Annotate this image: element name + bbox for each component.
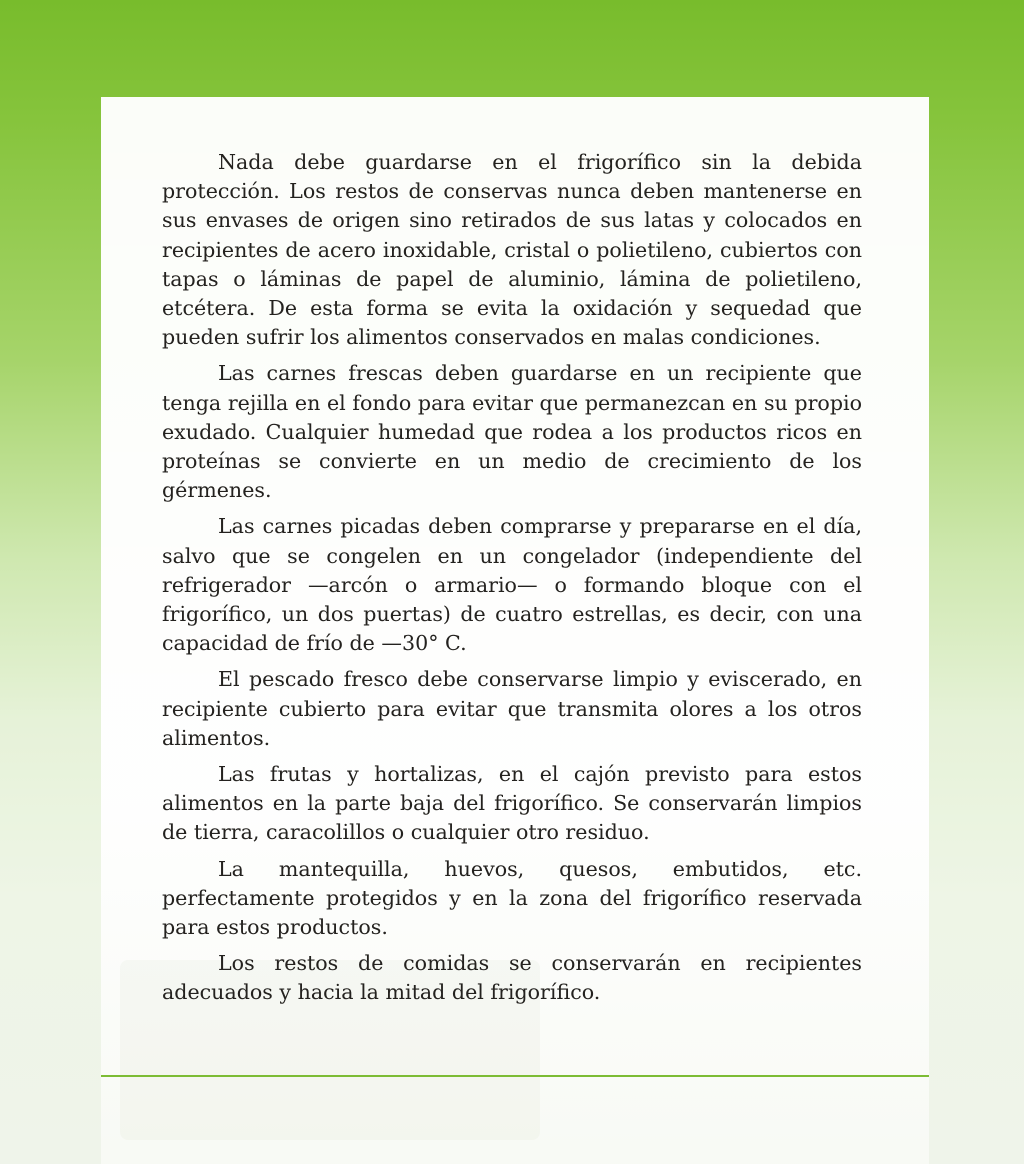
- paragraph-storage-protection: Nada debe guardarse en el frigorífico sin la debida protección. Los restos de conservas nunca deben mantenerse en sus envases de origen sino retirados de sus latas y colocados en recipientes de acero inoxidable, cristal o polietileno, cubiertos con tapas o láminas de papel de aluminio, lámina de polietileno, etcétera. De esta forma se evita la oxidación y sequedad que pueden sufrir los alimentos conservados en malas condiciones.: [162, 150, 862, 350]
- bottom-divider: [101, 1075, 929, 1077]
- paragraph-fresh-fish: El pescado fresco debe conservarse limpio y eviscerado, en recipiente cubierto para evitar que transmita olores a los otros alimentos.: [162, 667, 862, 750]
- paragraph-minced-meat: Las carnes picadas deben comprarse y prepararse en el día, salvo que se congelen en un congelador (independiente del refrigerador —arcón o armario— o formando bloque con el frigorífico, un dos puertas) de cuatro estrellas, es decir, con una capacidad de frío de —30° C.: [162, 514, 862, 656]
- body-text: [162, 148, 862, 1015]
- paragraph-fresh-meat: Las carnes frescas deben guardarse en un recipiente que tenga rejilla en el fondo para evitar que permanezcan en su propio exudado. Cualquier humedad que rodea a los productos ricos en proteínas se convierte en un medio de crecimiento de los gérmenes.: [162, 361, 862, 503]
- paragraph-fruits-vegetables: Las frutas y hortalizas, en el cajón previsto para estos alimentos en la parte baja del frigorífico. Se conservarán limpios de tierra, caracolillos o cualquier otro residuo.: [162, 762, 862, 845]
- paragraph-dairy-eggs: La mantequilla, huevos, quesos, embutidos, etc. perfectamente protegidos y en la zona del frigorífico reservada para estos productos.: [162, 856, 862, 940]
- paragraph-leftovers: Los restos de comidas se conservarán en recipientes adecuados y hacia la mitad del frigorífico.: [162, 951, 862, 1005]
